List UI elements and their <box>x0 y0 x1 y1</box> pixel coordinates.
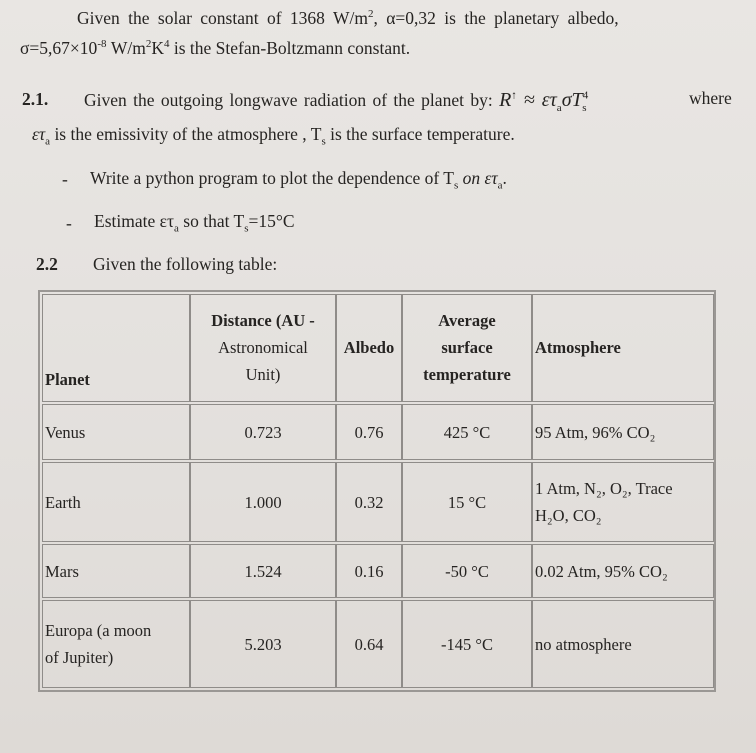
table-row-albedo: 0.64 <box>336 600 402 688</box>
table-row-temperature: 15 °C <box>402 462 532 542</box>
question-2-2-number: 2.2 <box>36 254 58 274</box>
bullet-2-text: Estimate $\varepsilon\tau_a$ so that $T_s=15^\circ C$ <box>94 211 295 235</box>
table-row-albedo: 0.32 <box>336 462 402 542</box>
bullet-1-text: Write a python program to plot the dependence of $T_s$ on $\varepsilon\tau_a$. <box>90 168 507 192</box>
question-2-1-text: Given the outgoing longwave radiation of the planet by: $R^↑ \approx \varepsilon\tau_a\sigma T^4_s$ <box>84 89 589 114</box>
table-row-distance: 1.000 <box>190 462 336 542</box>
table-row-planet: Venus <box>42 404 190 460</box>
header-atmosphere: Atmosphere <box>532 294 714 402</box>
table-row-atmosphere: 95 Atm, 96% CO₂ <box>532 404 714 460</box>
header-distance: Distance (AU - Astronomical Unit) <box>190 294 336 402</box>
table-row-temperature: -145 °C <box>402 600 532 688</box>
intro-line-2: $\sigma=5,67\times 10^{-8}$ $W/m^2K^4$ is the Stefan-Boltzmann constant. <box>20 38 411 58</box>
bullet-1-dash: - <box>62 169 68 189</box>
table-row-distance: 1.524 <box>190 544 336 598</box>
table-row-temperature: -50 °C <box>402 544 532 598</box>
intro-line-1: Given the solar constant of 1368 $W/m^2$, α=0,32 is the planetary albedo, <box>77 8 619 28</box>
question-2-1-line-2: $\varepsilon\tau_a$ is the emissivity of the atmosphere , $T_s$ is the surface temperature. <box>32 124 515 148</box>
header-temperature: Average surface temperature <box>402 294 532 402</box>
table-row-planet: Mars <box>42 544 190 598</box>
question-2-2-text: Given the following table: <box>93 254 278 274</box>
planet-table <box>38 290 716 692</box>
header-albedo: Albedo <box>336 294 402 402</box>
table-row-temperature: 425 °C <box>402 404 532 460</box>
where-label: where <box>689 88 732 108</box>
table-row-distance: 5.203 <box>190 600 336 688</box>
table-row-planet: Earth <box>42 462 190 542</box>
olr-formula: $R^↑ \approx \varepsilon\tau_a\sigma T^4_s$ <box>499 89 589 114</box>
table-row-planet: Europa (a moon of Jupiter) <box>42 600 190 688</box>
bullet-2-dash: - <box>66 213 72 233</box>
question-2-1-number: 2.1. <box>22 89 49 109</box>
table-row-distance: 0.723 <box>190 404 336 460</box>
table-row-albedo: 0.16 <box>336 544 402 598</box>
table-row-atmosphere: 0.02 Atm, 95% CO₂ <box>532 544 714 598</box>
table-row-albedo: 0.76 <box>336 404 402 460</box>
header-planet: Planet <box>42 294 190 402</box>
table-row-atmosphere: no atmosphere <box>532 600 714 688</box>
table-row-atmosphere: 1 Atm, N₂, O₂, Trace H₂O, CO₂ <box>532 462 714 542</box>
